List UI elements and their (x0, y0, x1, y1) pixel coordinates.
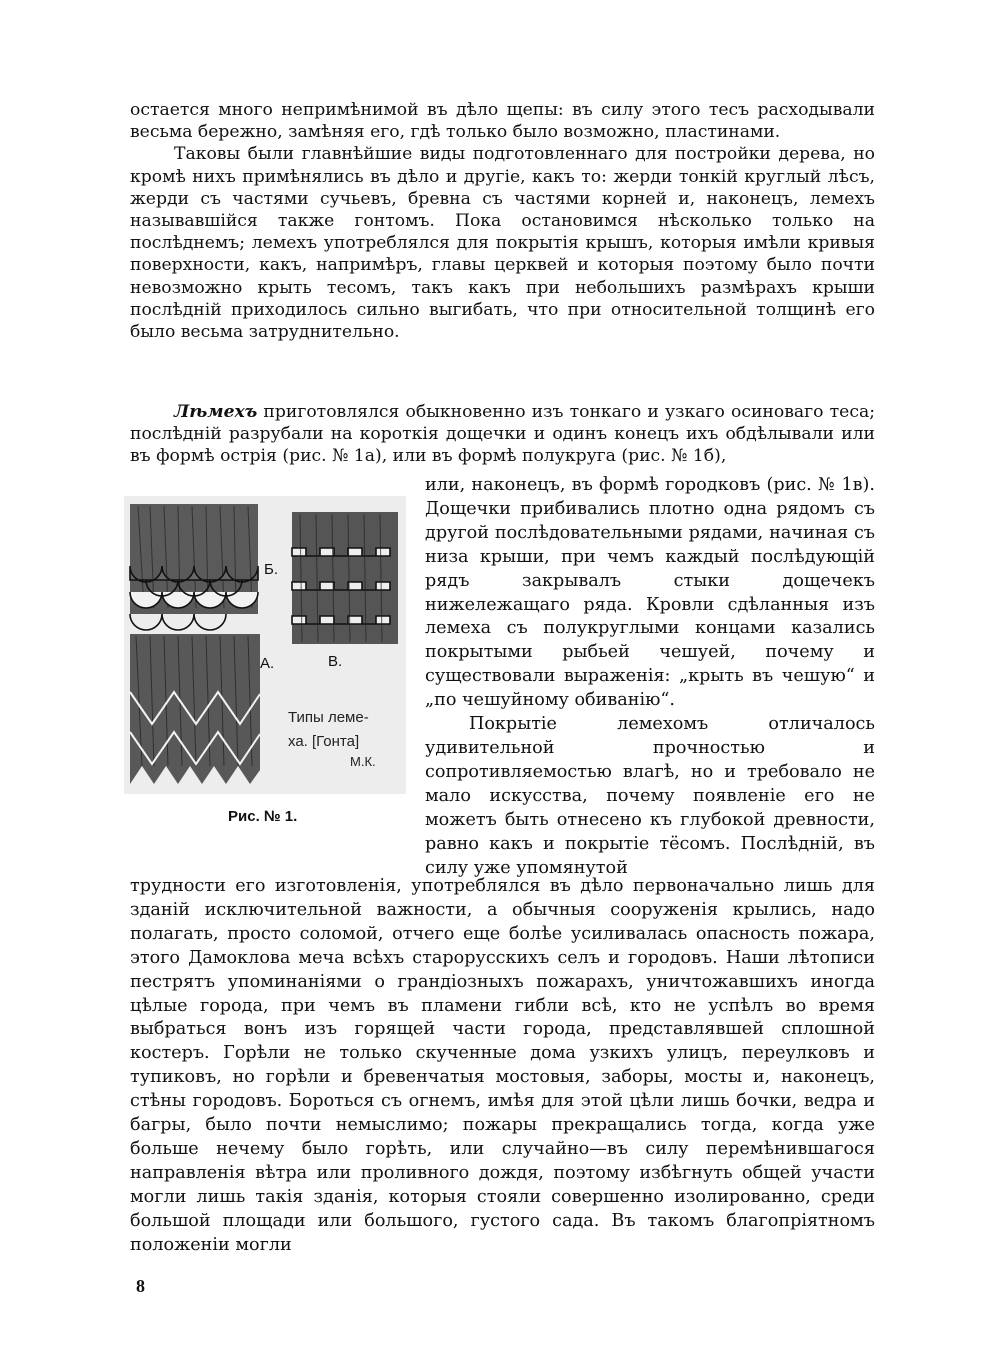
text-block-bottom (130, 875, 875, 1258)
stepped-shingles (292, 512, 398, 644)
text-block-lemekh (130, 401, 875, 468)
label-v: В. (328, 653, 343, 670)
paragraph-text: приготовлялся обыкновенно изъ тонкаго и узкаго осиноваго теса; послѣдній разрубали на короткія дощечки и одинъ конецъ ихъ обдѣлывали или въ формѣ острія (рис. № 1а), или въ формѣ полукруга (рис. № 1б), (130, 402, 875, 467)
paragraph: или, наконецъ, въ формѣ городковъ (рис. № 1в). Дощечки прибивались плотно одна рядомъ съ другой послѣдовательными рядами, начиная съ низа крыши, при чемъ каждый послѣдующій рядъ закрывалъ стыки дощечекъ нижележащаго ряда. Кровли сдѣланныя изъ лемеха съ полукруглыми концами казались покрытыми рыбьей чешуей, почему и существовали выраженія: „крыть въ чешую“ и „по чешуйному обиванію“. (425, 475, 875, 711)
figure-title-line1: Типы леме- (288, 709, 369, 726)
paragraph: Таковы были главнѣйшие виды подготовленнаго для постройки дерева, но кромѣ нихъ примѣнялись въ дѣло и другіе, какъ то: жерди тонкій круглый лѣсъ, жерди съ частями сучьевъ, бревна съ частями корней и, наконецъ, лемехъ называвшійся также гонтомъ. Пока остановимся нѣсколько только на послѣднемъ; лемехъ употреблялся для покрытія крышъ, которыя имѣли кривыя поверхности, какъ, напримѣръ, главы церквей и которыя поэтому было почти невозможно крыть тесомъ, такъ какъ при небольшихъ размѣрахъ крыши послѣдній приходилось сильно выгибать, что при относительной толщинѣ его было весьма затруднительно. (130, 144, 875, 343)
scale-shingles (130, 504, 258, 630)
shingle-illustration (124, 496, 406, 794)
figure-caption: Рис. № 1. (228, 808, 298, 825)
label-b-upper: Б. (264, 561, 279, 578)
figure-title-line2: ха. [Гонта] (288, 733, 360, 750)
paragraph: остается много непримѣнимой въ дѣло щепы: въ силу этого тесъ расходывали весьма бережно, замѣняя его, гдѣ только было возможно, пластинами. (130, 100, 875, 143)
pointed-shingles (130, 634, 260, 794)
paragraph: Покрытіе лемехомъ отличалось удивительной прочностью и сопротивляемостью влагѣ, но и требовало не мало искусства, почему появленіе его не можетъ быть отнесено къ глубокой древности, равно какъ и покрытіе тёсомъ. Послѣдній, въ силу уже упомянутой (425, 714, 875, 878)
lead-term: Лѣмехъ (174, 402, 258, 422)
figure-roof-shingles (124, 496, 406, 794)
figure-signature: М.К. (350, 754, 376, 769)
page-number: 8 (136, 1276, 145, 1296)
label-a: А. (260, 655, 275, 672)
text-block-top (130, 99, 875, 343)
paragraph (130, 401, 875, 468)
paragraph: трудности его изготовленія, употреблялся въ дѣло первоначально лишь для зданій исключительной важности, а обычныя сооруженія крылись, надо полагать, просто соломой, отчего еще болѣе усиливалась опасность пожара, этого Дамоклова меча всѣхъ старорусскихъ селъ и городовъ. Наши лѣтописи пестрятъ упоминаніями о грандіозныхъ пожарахъ, уничтожавшихъ иногда цѣлые города, при чемъ въ пламени гибли всѣ, кто не успѣлъ во время выбраться вонъ изъ горящей части города, представлявшей сплошной костеръ. Горѣли не только скученные дома узкихъ улицъ, переулковъ и тупиковъ, но горѣли и бревенчатыя мостовыя, заборы, мосты и, наконецъ, стѣны городовъ. Бороться съ огнемъ, имѣя для этой цѣли лишь бочки, ведра и багры, было почти немыслимо; пожары прекращались тогда, когда уже больше нечему было горѣть, или случайно—въ силу перемѣнившагося направленія вѣтра или проливного дождя, поэтому избѣгнуть общей участи могли лишь такія зданія, которыя стояли совершенно изолированно, среди большой площади или большого, густого сада. Въ такомъ благопріятномъ положеніи могли (130, 876, 875, 1255)
text-block-beside-figure (425, 474, 875, 880)
